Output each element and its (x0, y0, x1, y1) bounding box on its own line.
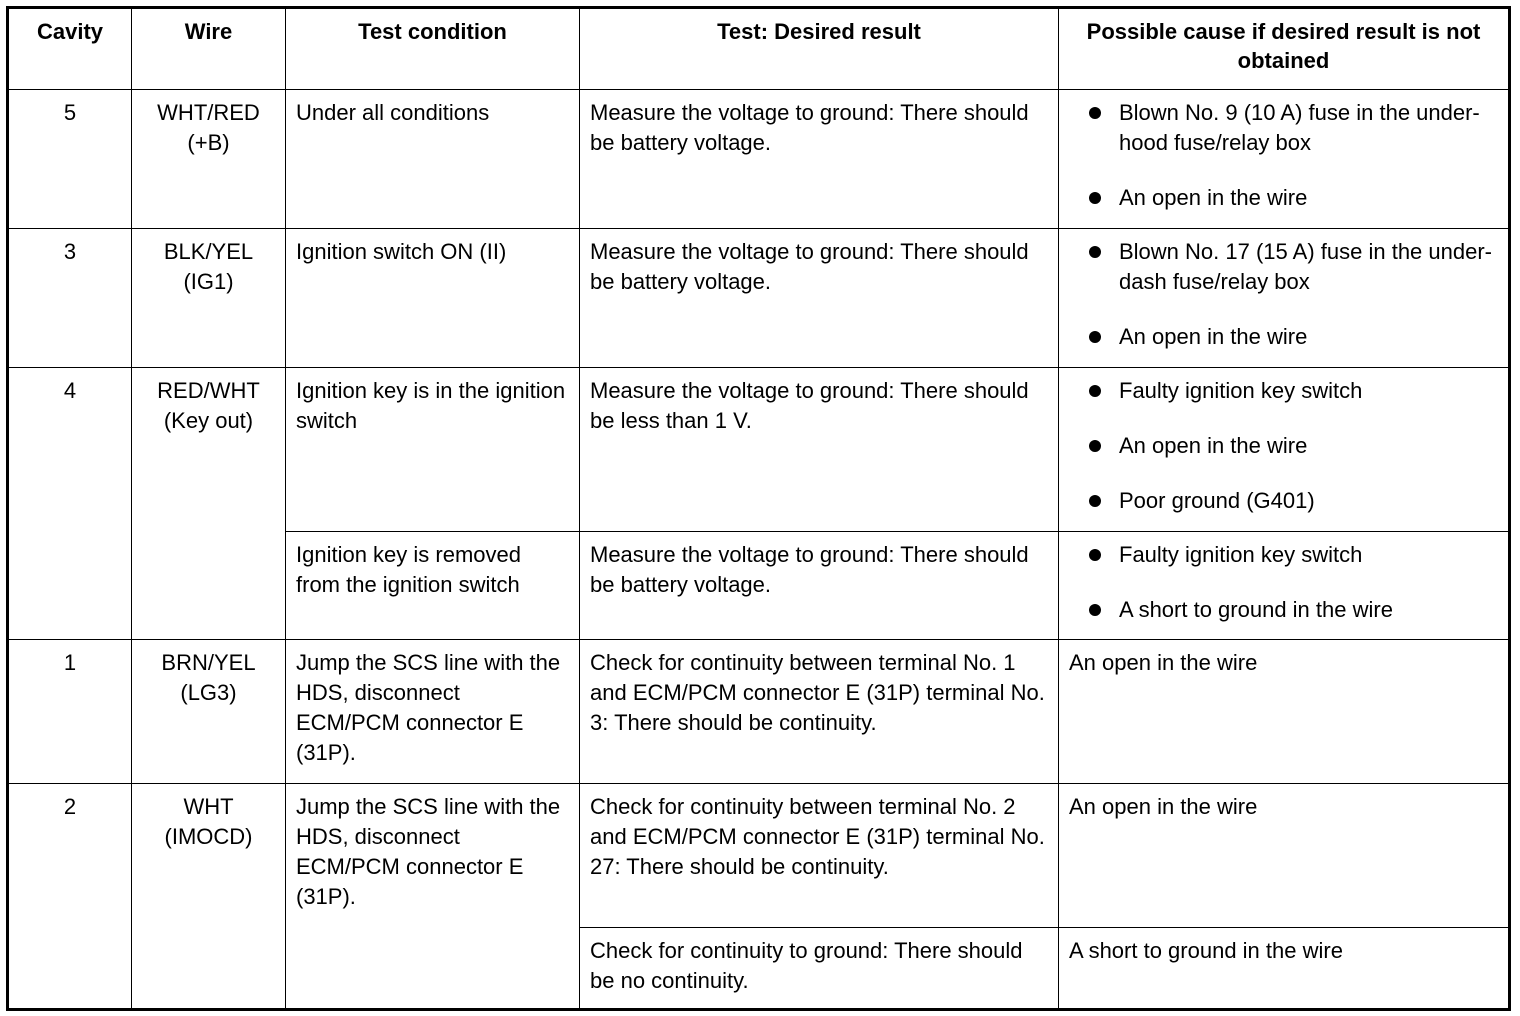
desired-result-cell: Measure the voltage to ground: There should be battery voltage. (580, 532, 1059, 640)
header-cavity: Cavity (8, 8, 132, 90)
cause-list (1069, 376, 1498, 516)
wire-color: RED/WHT (157, 378, 260, 403)
possible-cause-cell: An open in the wire (1059, 640, 1510, 784)
possible-cause-cell (1059, 90, 1510, 229)
cavity-cell: 5 (8, 90, 132, 229)
possible-cause-cell: A short to ground in the wire (1059, 928, 1510, 1010)
bullet-icon (1089, 440, 1101, 452)
possible-cause-cell (1059, 368, 1510, 532)
possible-cause-cell (1059, 229, 1510, 368)
header-row (8, 8, 1510, 90)
desired-result-cell: Check for continuity between terminal No. 2 and ECM/PCM connector E (31P) terminal No. 27: There should be continuity. (580, 784, 1059, 928)
desired-result-cell: Check for continuity between terminal No. 1 and ECM/PCM connector E (31P) terminal No. 3: There should be continuity. (580, 640, 1059, 784)
possible-cause-cell: An open in the wire (1059, 784, 1510, 928)
cause-item: An open in the wire (1069, 431, 1498, 461)
bullet-icon (1089, 549, 1101, 561)
bullet-icon (1089, 495, 1101, 507)
cause-item: An open in the wire (1069, 322, 1498, 352)
test-condition-cell: Ignition key is in the ignition switch (286, 368, 580, 532)
cause-item: Faulty ignition key switch (1069, 376, 1498, 406)
bullet-icon (1089, 385, 1101, 397)
cause-list (1069, 98, 1498, 213)
cause-list (1069, 237, 1498, 352)
bullet-icon (1089, 246, 1101, 258)
test-condition-cell: Jump the SCS line with the HDS, disconnect ECM/PCM connector E (31P). (286, 784, 580, 1010)
test-condition-cell: Jump the SCS line with the HDS, disconnect ECM/PCM connector E (31P). (286, 640, 580, 784)
table-row (8, 368, 1510, 532)
cause-item: Blown No. 17 (15 A) fuse in the under-dash fuse/relay box (1069, 237, 1498, 297)
cavity-cell: 4 (8, 368, 132, 640)
header-desired-result: Test: Desired result (580, 8, 1059, 90)
desired-result-cell: Measure the voltage to ground: There should be less than 1 V. (580, 368, 1059, 532)
wire-signal: (Key out) (163, 408, 254, 433)
wire-signal: (LG3) (180, 680, 237, 705)
wire-signal: (IG1) (183, 269, 234, 294)
troubleshooting-table-container (6, 6, 1511, 1011)
cavity-cell: 2 (8, 784, 132, 1010)
troubleshooting-table (6, 6, 1511, 1011)
wire-color: BLK/YEL (163, 239, 254, 264)
cause-item: Blown No. 9 (10 A) fuse in the under-hood fuse/relay box (1069, 98, 1498, 158)
wire-color: BRN/YEL (161, 650, 256, 675)
wire-cell (132, 368, 286, 640)
desired-result-cell: Measure the voltage to ground: There should be battery voltage. (580, 229, 1059, 368)
header-test-condition: Test condition (286, 8, 580, 90)
header-wire: Wire (132, 8, 286, 90)
wire-cell (132, 90, 286, 229)
bullet-icon (1089, 107, 1101, 119)
cavity-cell: 1 (8, 640, 132, 784)
cause-item: Faulty ignition key switch (1069, 540, 1498, 570)
cause-item: An open in the wire (1069, 183, 1498, 213)
table-row (8, 640, 1510, 784)
possible-cause-cell (1059, 532, 1510, 640)
wire-signal: (IMOCD) (164, 824, 253, 849)
table-row (8, 229, 1510, 368)
bullet-icon (1089, 331, 1101, 343)
wire-cell (132, 229, 286, 368)
bullet-icon (1089, 192, 1101, 204)
bullet-icon (1089, 604, 1101, 616)
wire-color: WHT/RED (157, 100, 260, 125)
test-condition-cell: Ignition key is removed from the ignition switch (286, 532, 580, 640)
test-condition-cell: Under all conditions (286, 90, 580, 229)
test-condition-cell: Ignition switch ON (II) (286, 229, 580, 368)
desired-result-cell: Check for continuity to ground: There should be no continuity. (580, 928, 1059, 1010)
table-row (8, 90, 1510, 229)
wire-signal: (+B) (187, 130, 230, 155)
header-possible-cause: Possible cause if desired result is not obtained (1059, 8, 1510, 90)
wire-cell (132, 640, 286, 784)
desired-result-cell: Measure the voltage to ground: There should be battery voltage. (580, 90, 1059, 229)
cause-item: A short to ground in the wire (1069, 595, 1498, 625)
wire-color: WHT (183, 794, 234, 819)
table-row (8, 784, 1510, 928)
cause-item: Poor ground (G401) (1069, 486, 1498, 516)
wire-cell (132, 784, 286, 1010)
cavity-cell: 3 (8, 229, 132, 368)
cause-list (1069, 540, 1498, 625)
